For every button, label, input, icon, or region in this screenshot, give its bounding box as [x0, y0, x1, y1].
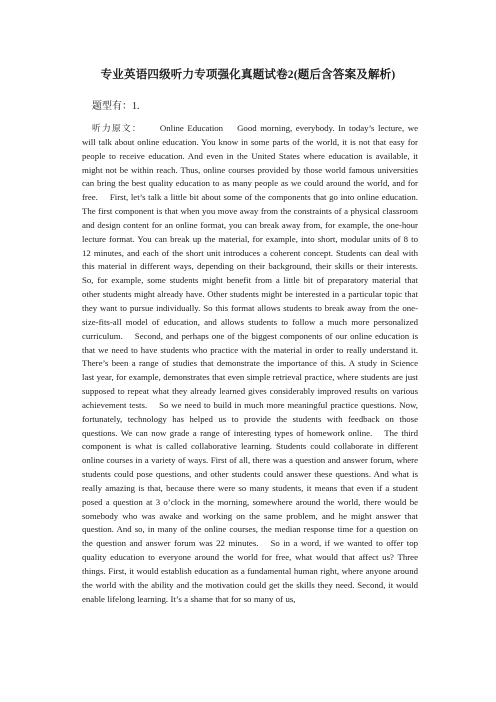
question-type-line: 题型有：1.: [92, 101, 140, 112]
document-title: 专业英语四级听力专项强化真题试卷2(题后含答案及解析): [100, 69, 396, 81]
transcript-heading: Online Education: [159, 123, 224, 133]
transcript-paragraph: The third component is what is called collaborative learning. Students could collaborate in different online courses in a variety of ways. First of all, there was a question and answer forum, where students could pose questions, and other students could answer these questions. And what is really amazing is that, because there were so many students, it means that even if a student posed a question at 3 o’clock in the morning, somewhere around the world, there would be somebody who was awake and working on the same problem, and he might answer that question. And so, in many of the online courses, the median response time for a question on the question and answer forum was 22 minutes.: [82, 427, 418, 549]
transcript-label: 听力原文：: [92, 123, 142, 133]
transcript-paragraph: Second, and perhaps one of the biggest components of our online education is that we need to have students who practice with the material in order to really understand it. There’s been a range of studies that demonstrate the importance of this. A study in Science last year, for example, demonstrates that even simple retrieval practice, where students are just supposed to repeat what they already learned gives considerably improved results on various achievement tests.: [82, 330, 418, 410]
transcript-paragraph: So we need to build in much more meaningful practice questions. Now, fortunately, technology has helped us to provide the students with feedback on those questions. We can now grade a range of interesting types of homework online.: [82, 399, 419, 438]
transcript-body: [82, 122, 418, 607]
transcript-paragraph: First, let’s talk a little bit about some of the components that go into online education. The first component is that when you move away from the constraints of a physical classroom and design content for an online format, you can break away from, for example, the one-hour lecture format. You can break up the material, for example, into short, modular units of 8 to 12 minutes, and each of the short unit introduces a coherent concept. Students can deal with this material in different ways, depending on their background, their skills or their interests. So, for example, some students might benefit from a little bit of preparatory material that other students might already have. Other students might be interested in a particular topic that they want to pursue individually. So this format allows students to break away from the one-size-fits-all model of education, and allows students to follow a much more personalized curriculum.: [82, 192, 418, 341]
transcript-paragraph: Good morning, everybody. In today’s lecture, we will talk about online education. You know in some parts of the world, it is not that easy for people to receive education. And even in the United States where education is available, it might not be within reach. Thus, online courses provided by those world famous universities can bring the best quality education to as many people as we could around the world, and for free.: [82, 123, 418, 203]
transcript-paragraph: So in a word, if we wanted to offer top quality education to everyone around the world for free, what would that affect us? Three things. First, it would establish education as a fundamental human right, where anyone around the world with the ability and the motivation could get the skills they need. Second, it would enable lifelong learning. It’s a shame that for so many of us,: [82, 538, 418, 604]
